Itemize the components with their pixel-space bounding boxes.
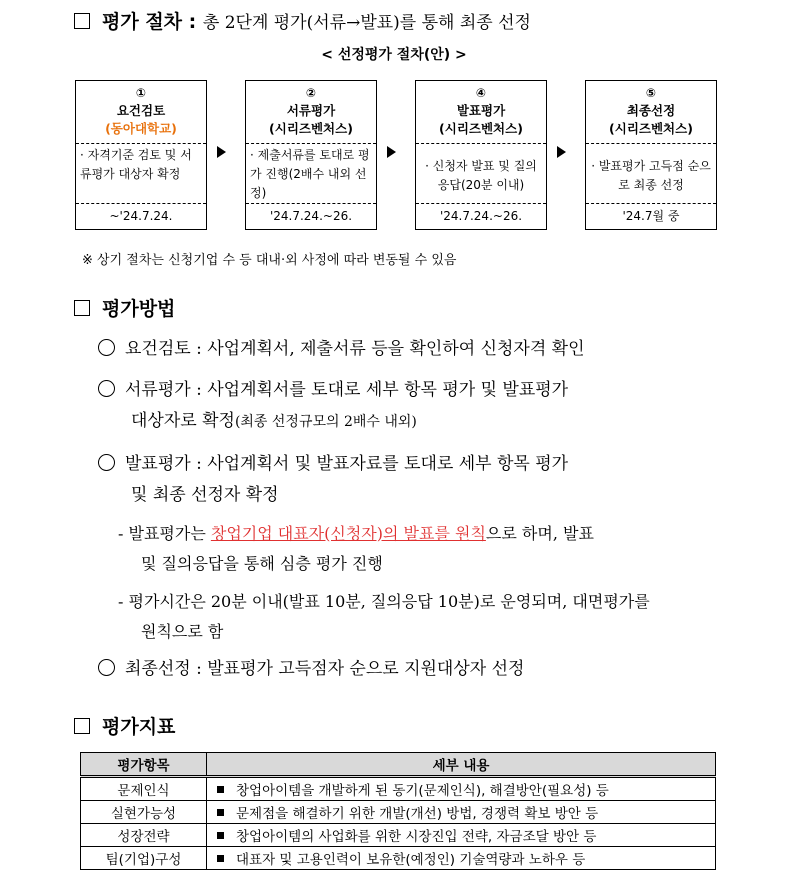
chart-title: < 선정평가 절차(안) > (321, 47, 467, 63)
table-cell-item: 실현가능성 (81, 801, 207, 824)
table-cell-item: 성장전략 (81, 824, 207, 847)
step-description: · 신청자 발표 및 질의응답(20분 이내) (416, 143, 546, 205)
method-item: 최종선정 : 발표평가 고득점자 순으로 지원대상자 선정 (98, 654, 524, 684)
step-date: '24.7월 중 (586, 203, 716, 229)
table-row (81, 824, 716, 847)
procedure-description: 총 2단계 평가(서류→발표)를 통해 최종 선정 (202, 13, 531, 33)
method-subitem: - 평가시간은 20분 이내(발표 10분, 질의응답 10분)로 운영되며, 대면평가를 (118, 592, 650, 611)
step-name: 요건검토 (116, 103, 166, 118)
table-header-row (81, 753, 716, 777)
method-item-continued: 대상자로 확정(최종 선정규모의 2배수 내외) (131, 411, 417, 431)
table-cell-detail: 문제점을 해결하기 위한 개발(개선) 방법, 경쟁력 확보 방안 등 (207, 801, 716, 824)
square-bullet-icon (217, 832, 224, 839)
step-description: · 자격기준 검토 및 서류평가 대상자 확정 (76, 143, 206, 205)
table-row (81, 801, 716, 824)
step-org: (동아대학교) (105, 121, 177, 136)
procedure-note: ※ 상기 절차는 신청기업 수 등 대내·외 사정에 따라 변동될 수 있음 (82, 253, 457, 268)
circle-bullet-icon (98, 454, 115, 471)
step-date: ~'24.7.24. (76, 203, 206, 229)
method-subitem-continued: 및 질의응답을 통해 심층 평가 진행 (141, 554, 383, 573)
table-row (81, 777, 716, 801)
procedure-heading: 평가 절차 : 총 2단계 평가(서류→발표)를 통해 최종 선정 (74, 7, 531, 34)
step-description: · 발표평가 고득점 순으로 최종 선정 (586, 143, 716, 205)
circle-bullet-icon (98, 659, 115, 676)
column-header: 세부 내용 (207, 753, 716, 777)
step-header: ⑤ 최종선정 (시리즈벤처스) (586, 81, 716, 143)
step-card (245, 80, 377, 230)
table-cell-detail: 창업아이템의 사업화를 위한 시장진입 전략, 자금조달 방안 등 (207, 824, 716, 847)
index-table (80, 752, 716, 870)
step-card (415, 80, 547, 230)
highlighted-text: 창업기업 대표자(신청자)의 발표를 원칙 (210, 524, 486, 543)
method-heading: 평가방법 (74, 294, 175, 321)
arrow-right-icon (557, 146, 566, 158)
column-header: 평가항목 (81, 753, 207, 777)
step-header: ① 요건검토 (동아대학교) (76, 81, 206, 143)
table-cell-item: 문제인식 (81, 777, 207, 801)
index-heading: 평가지표 (74, 712, 175, 739)
method-subitem-continued: 원칙으로 함 (141, 622, 224, 641)
checkbox-square-icon (74, 13, 90, 29)
step-header: ② 서류평가 (시리즈벤처스) (246, 81, 376, 143)
square-bullet-icon (217, 855, 224, 862)
step-org: (시리즈벤처스) (269, 121, 353, 136)
table-cell-detail: 창업아이템을 개발하게 된 동기(문제인식), 해결방안(필요성) 등 (207, 777, 716, 801)
step-org: (시리즈벤처스) (609, 121, 693, 136)
table-cell-detail: 대표자 및 고용인력이 보유한(예정인) 기술역량과 노하우 등 (207, 847, 716, 870)
step-org: (시리즈벤처스) (439, 121, 523, 136)
step-card (75, 80, 207, 230)
step-description: · 제출서류를 토대로 평가 진행(2배수 내외 선정) (246, 143, 376, 205)
step-card (585, 80, 717, 230)
square-bullet-icon (217, 786, 224, 793)
step-name: 최종선정 (626, 103, 676, 118)
circle-bullet-icon (98, 339, 115, 356)
arrow-right-icon (217, 146, 226, 158)
table-cell-item: 팀(기업)구성 (81, 847, 207, 870)
step-name: 발표평가 (456, 103, 506, 118)
square-bullet-icon (217, 809, 224, 816)
table-row (81, 847, 716, 870)
method-item: 서류평가 : 사업계획서를 토대로 세부 항목 평가 및 발표평가 (98, 375, 568, 405)
method-item-continued: 및 최종 선정자 확정 (131, 485, 279, 505)
checkbox-square-icon (74, 718, 90, 734)
step-date: '24.7.24.~26. (416, 203, 546, 229)
step-header: ④ 발표평가 (시리즈벤처스) (416, 81, 546, 143)
step-date: '24.7.24.~26. (246, 203, 376, 229)
arrow-right-icon (387, 146, 396, 158)
method-item: 발표평가 : 사업계획서 및 발표자료를 토대로 세부 항목 평가 (98, 449, 568, 479)
method-subitem: - 발표평가는 창업기업 대표자(신청자)의 발표를 원칙으로 하며, 발표 (118, 524, 594, 543)
circle-bullet-icon (98, 380, 115, 397)
checkbox-square-icon (74, 300, 90, 316)
method-item: 요건검토 : 사업계획서, 제출서류 등을 확인하여 신청자격 확인 (98, 334, 585, 364)
step-name: 서류평가 (286, 103, 336, 118)
